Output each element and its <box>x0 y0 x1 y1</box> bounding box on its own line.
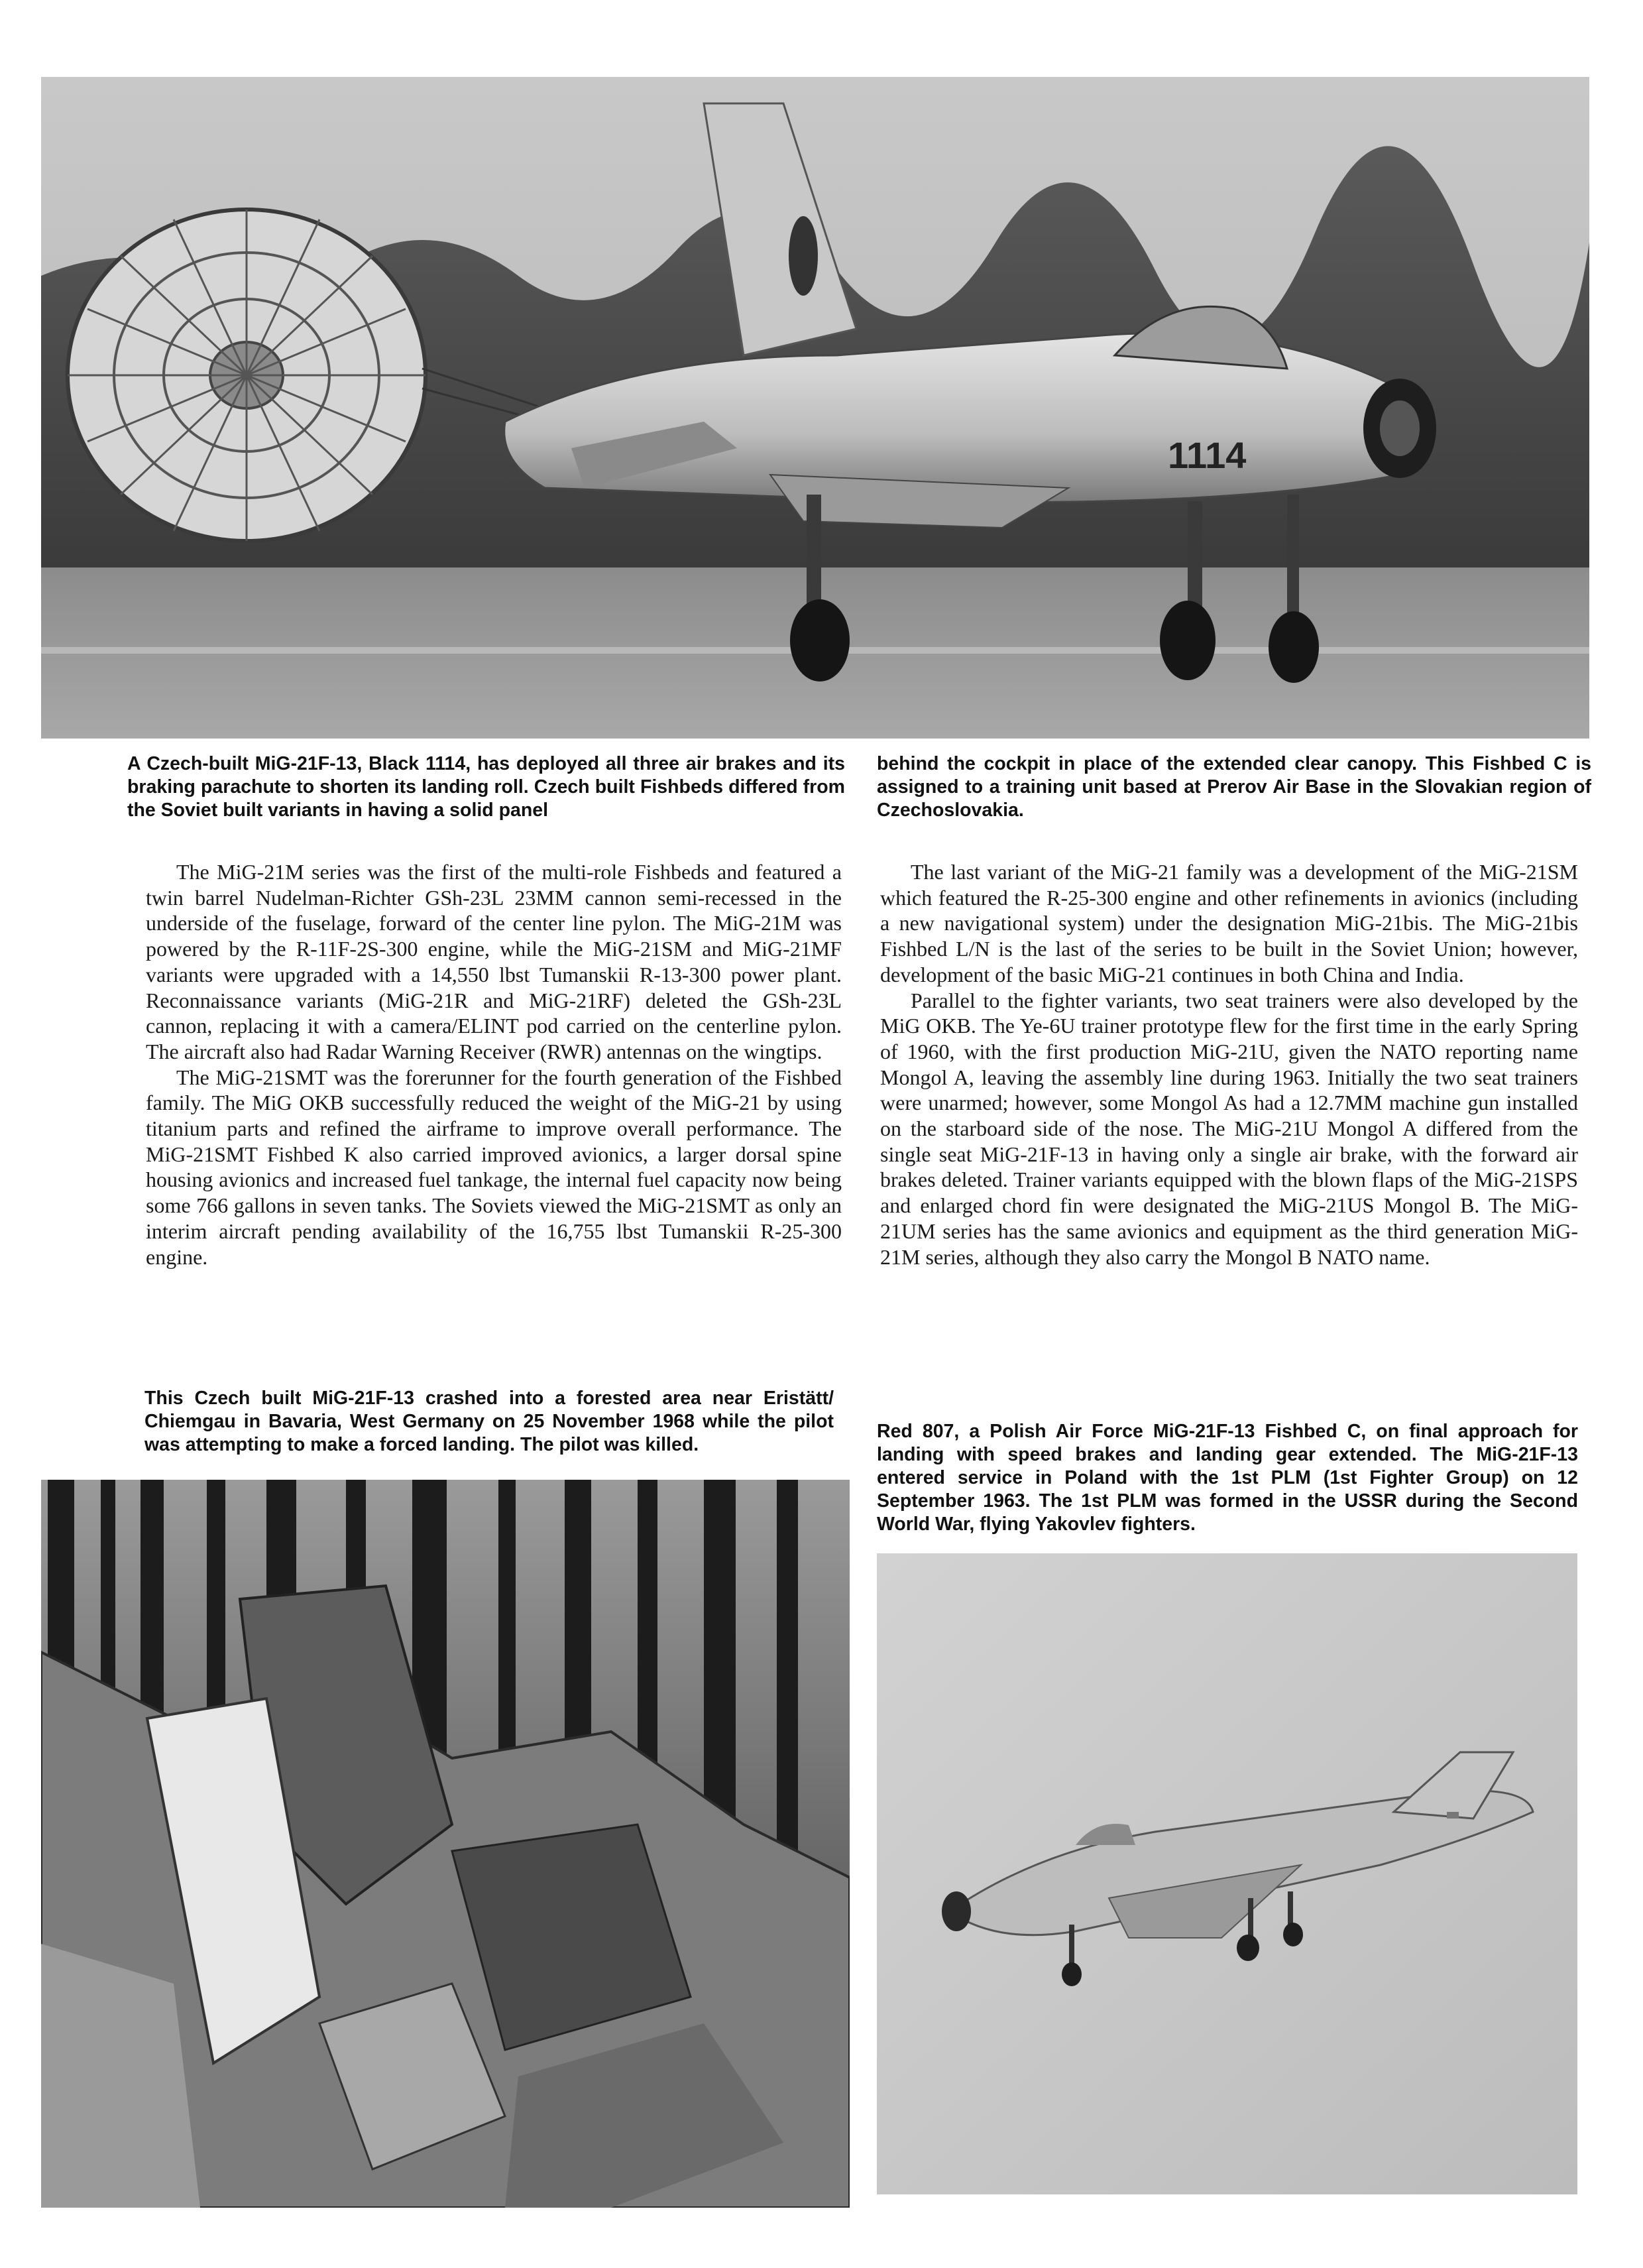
top-photo-caption-right: behind the cockpit in place of the extended clear canopy. This Fishbed C is assigned to a training unit based at Prerov Air Base in the Slovakian region of Czechoslovakia. <box>877 753 1591 821</box>
body-column-right <box>880 859 1578 1270</box>
body-paragraph: Parallel to the fighter variants, two seat trainers were also developed by the MiG OKB. The Ye-6U trainer prototype flew for the first time in the early Spring of 1960, with the first production MiG-21U, given the NATO reporting name Mongol A, leaving the assembly line during 1963. Initially the two seat trainers were unarmed; however, some Mongol As had a 12.7MM machine gun installed on the starboard side of the nose. The MiG-21U Mongol A differed from the single seat MiG-21F-13 in having only a single air brake, with the forward air brakes deleted. Trainer variants equipped with the blown flaps of the MiG-21SPS and enlarged chord fin were designated the MiG-21US Mongol B. The MiG-21UM series has the same avionics and equipment as the third generation MiG-21M series, although they also carry the Mongol B NATO name. <box>880 988 1578 1269</box>
body-column-left <box>146 859 842 1270</box>
crash-photo-image <box>41 1480 850 2208</box>
crash-photo <box>41 1480 850 2208</box>
tail-number-label: 1114 <box>1168 434 1247 476</box>
body-paragraph: The MiG-21SMT was the forerunner for the fourth generation of the Fishbed family. The MiG OKB successfully reduced the weight of the MiG-21 by using titanium parts and refined the airframe to improve overall performance. The MiG-21SMT Fishbed K also carried improved avionics, a larger dorsal spine housing avionics and increased fuel tankage, the internal fuel capacity now being some 766 gallons in seven tanks. The Soviets viewed the MiG-21SMT as only an interim aircraft pending availability of the 16,755 lbst Tumanskii R-25-300 engine. <box>146 1065 842 1269</box>
top-photo-caption-left: A Czech-built MiG-21F-13, Black 1114, has deployed all three air brakes and its braking parachute to shorten its landing roll. Czech built Fishbeds differed from the Soviet built variants in having a solid panel <box>127 753 845 821</box>
crash-photo-caption: This Czech built MiG-21F-13 crashed into a forested area near Eristätt/ Chiemgau in Bavaria, West Germany on 25 November 1968 while the pilot was attempting to make a forced landing. The pilot was killed. <box>144 1388 834 1455</box>
top-photo-image <box>41 77 1589 739</box>
body-paragraph: The MiG-21M series was the first of the multi-role Fishbeds and featured a twin barrel Nudelman-Richter GSh-23L 23MM cannon semi-recessed in the underside of the fuselage, forward of the center line pylon. The MiG-21M was powered by the R-11F-2S-300 engine, while the MiG-21SM and MiG-21MF variants were upgraded with a 14,550 lbst Tumanskii R-13-300 power plant. Reconnaissance variants (MiG-21R and MiG-21RF) deleted the GSh-23L cannon, replacing it with a camera/ELINT pod carried on the centerline pylon. The aircraft also had Radar Warning Receiver (RWR) antennas on the wingtips. <box>146 860 842 1063</box>
polish-photo-caption: Red 807, a Polish Air Force MiG-21F-13 Fishbed C, on final approach for landing with speed brakes and landing gear extended. The MiG-21F-13 entered service in Poland with the 1st PLM (1st Fighter Group) on 12 September 1963. The 1st PLM was formed in the USSR during the Second World War, flying Yakovlev fighters. <box>877 1421 1578 1535</box>
polish-photo <box>877 1553 1577 2194</box>
body-paragraph: The last variant of the MiG-21 family was a development of the MiG-21SM which featured the R-25-300 engine and other refinements in avionics (including a new navigational system) under the designation MiG-21bis. The MiG-21bis Fishbed L/N is the last of the series to be built in the Soviet Union; however, development of the basic MiG-21 continues in both China and India. <box>880 860 1578 986</box>
polish-photo-image <box>877 1553 1577 2194</box>
braking-parachute <box>68 209 425 541</box>
top-photo <box>41 77 1589 739</box>
